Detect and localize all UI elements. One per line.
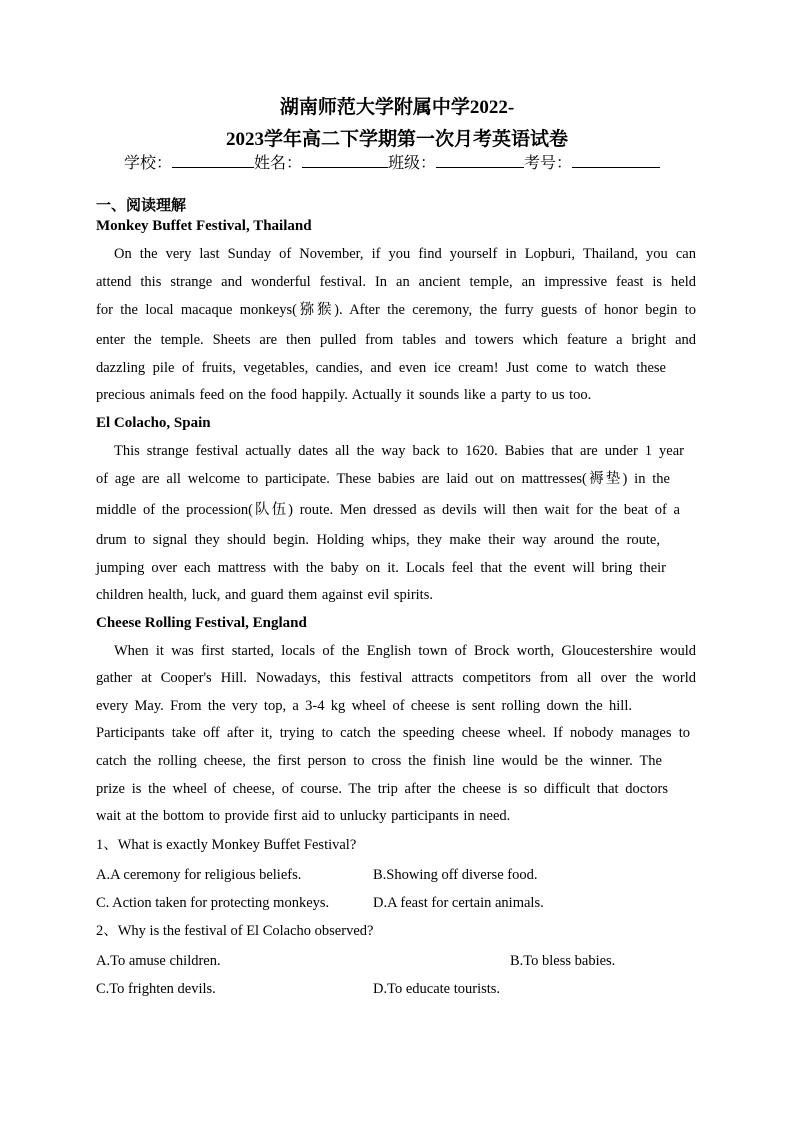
passage-line: On the very last Sunday of November, if you find yourself in Lopburi, Thailand, you can — [114, 246, 696, 262]
passage-line: wait at the bottom to provide first aid to unlucky participants in need. — [96, 808, 511, 824]
passage-line: for the local macaque monkeys(猕猴). After the ceremony, the furry guests of honor begin to — [96, 302, 696, 318]
option-d[interactable]: D.To educate tourists. — [373, 981, 501, 997]
option-a[interactable]: A.A ceremony for religious beliefs. — [96, 867, 302, 883]
passage-line: jumping over each mattress with the baby on it. Locals feel that the event will bring their — [96, 560, 666, 576]
school-blank[interactable] — [172, 153, 254, 168]
number-label: 考号： — [524, 155, 573, 172]
passage-title: El Colacho, Spain — [96, 415, 211, 431]
passage-title: Cheese Rolling Festival, England — [96, 615, 307, 631]
passage-line: every May. From the very top, a 3-4 kg wheel of cheese is sent rolling down the hill. — [96, 698, 632, 714]
name-label: 姓名： — [254, 155, 303, 172]
passage-line: enter the temple. Sheets are then pulled from tables and towers which feature a bright and — [96, 332, 696, 348]
passage-line: This strange festival actually dates all the way back to 1620. Babies that are under 1 year — [114, 443, 684, 459]
passage-line: precious animals feed on the food happily. Actually it sounds like a party to us too. — [96, 387, 592, 403]
option-c[interactable]: C.To frighten devils. — [96, 981, 216, 997]
number-blank[interactable] — [572, 153, 660, 168]
option-b[interactable]: B.Showing off diverse food. — [373, 867, 538, 883]
school-label: 学校： — [124, 155, 173, 172]
question-stem: 2、Why is the festival of El Colacho observed? — [96, 923, 374, 939]
name-blank[interactable] — [302, 153, 388, 168]
passage-line: drum to signal they should begin. Holding whips, they make their way around the route, — [96, 532, 660, 548]
passage-line: When it was first started, locals of the English town of Brock worth, Gloucestershire would — [114, 643, 696, 659]
passage-line: attend this strange and wonderful festival. In an ancient temple, an impressive feast is held — [96, 274, 696, 290]
passage-line: children health, luck, and guard them against evil spirits. — [96, 587, 433, 603]
passage-line: catch the rolling cheese, the first person to cross the finish line would be the winner. The — [96, 753, 662, 769]
option-b[interactable]: B.To bless babies. — [510, 953, 616, 969]
passage-line: of age are all welcome to participate. These babies are laid out on mattresses(褥垫) in the — [96, 471, 670, 487]
passage-line: Participants take off after it, trying to catch the speeding cheese wheel. If nobody manages to — [96, 725, 690, 741]
option-a[interactable]: A.To amuse children. — [96, 953, 221, 969]
passage-line: prize is the wheel of cheese, of course. The trip after the cheese is so difficult that doctors — [96, 781, 668, 797]
class-label: 班级： — [388, 155, 437, 172]
student-info-row — [124, 153, 660, 174]
option-d[interactable]: D.A feast for certain animals. — [373, 895, 544, 911]
passage-line: middle of the procession(队伍) route. Men dressed as devils will then wait for the beat of a — [96, 502, 680, 518]
section-heading: 一、阅读理解 — [96, 198, 187, 214]
exam-title-line-1: 湖南师范大学附属中学2022- — [279, 97, 515, 118]
class-blank[interactable] — [436, 153, 524, 168]
passage-line: dazzling pile of fruits, vegetables, candies, and even ice cream! Just come to watch these — [96, 360, 666, 376]
exam-title-line-2: 2023学年高二下学期第一次月考英语试卷 — [225, 129, 568, 150]
option-c[interactable]: C. Action taken for protecting monkeys. — [96, 895, 330, 911]
passage-line: gather at Cooper's Hill. Nowadays, this festival attracts competitors from all over the world — [96, 670, 696, 686]
passage-title: Monkey Buffet Festival, Thailand — [96, 218, 312, 234]
question-stem: 1、What is exactly Monkey Buffet Festival? — [96, 837, 357, 853]
